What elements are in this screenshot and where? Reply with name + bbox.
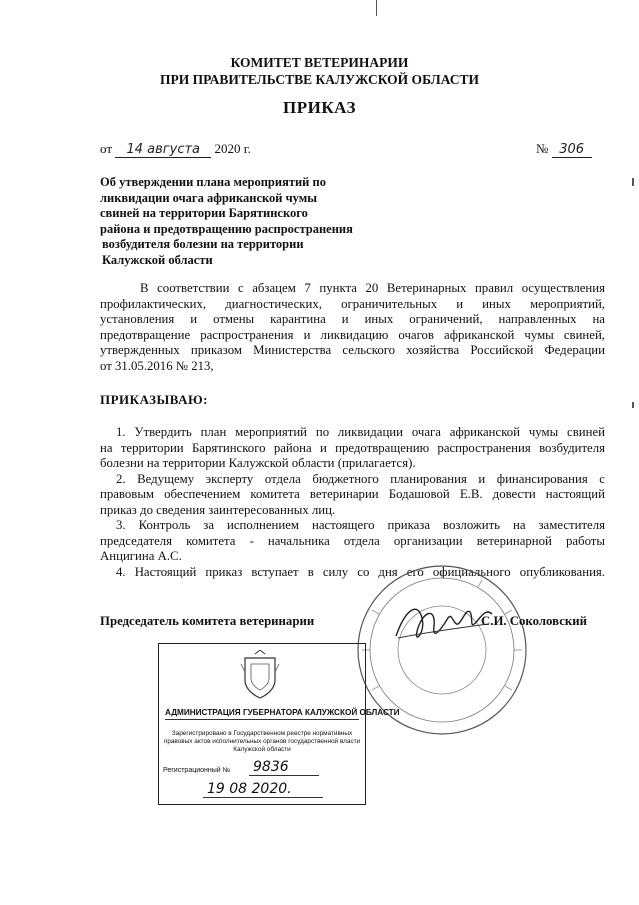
item-2-line: правовым обеспечением комитета ветеринарии Бодашовой Е.В. довести настоящий [100, 487, 605, 501]
handwritten-number: 306 [552, 142, 592, 158]
item-1-line: на территории Барятинского района и предотвращению распространения возбудителя [100, 440, 605, 455]
item-4-line: 4. Настоящий приказ вступает в силу со дня его официального опубликования. [116, 564, 605, 579]
item-3-line: председателя комитета - начальника отдела организации ветеринарной работы [100, 533, 605, 548]
org-name-line1: КОМИТЕТ ВЕТЕРИНАРИИ [230, 55, 409, 70]
item-1-line: 1. Утвердить план мероприятий по ликвидации очага африканской чумы свиней [116, 425, 605, 439]
subject-line: ликвидации очага африканской чумы [100, 190, 318, 205]
subject-line: Калужской области [102, 252, 213, 267]
preamble-line: установления и отмены карантина и иных ограничений, направленных на [100, 312, 605, 326]
preamble-line: от 31.05.2016 № 213, [100, 358, 214, 373]
coat-of-arms-image [237, 650, 283, 702]
order-word: ПРИКАЗЫВАЮ: [100, 392, 208, 407]
item-1-line: болезни на территории Калужской области (прилагается). [100, 456, 416, 470]
number-line [536, 141, 592, 158]
document-title: ПРИКАЗ [283, 98, 356, 117]
item-2-line: 2. Ведущему эксперту отдела бюджетного планирования и финансирования с [116, 471, 605, 486]
stamp-reg-label: Регистрационный № [163, 767, 231, 774]
preamble-line: профилактических, диагностических, ограничительных и иных мероприятий, [100, 296, 605, 311]
preamble-paragraph [100, 281, 605, 374]
signatory-position: Председатель комитета ветеринарии [100, 614, 315, 628]
signatory-name: С.И. Соколовский [481, 614, 587, 628]
subject-line: свиней на территории Барятинского [100, 206, 308, 221]
preamble-line: утвержденных приказом Министерства сельского хозяйства Российской Федерации [100, 343, 605, 357]
handwritten-date: 14 августа [115, 142, 211, 158]
stamp-date: 19 08 2020. [207, 781, 292, 797]
preamble-line: В соответствии с абзацем 7 пункта 20 Ветеринарных правил осуществления [140, 281, 605, 295]
subject-line: Об утверждении плана мероприятий по [100, 175, 326, 189]
item-3-line: 3. Контроль за исполнением настоящего приказа возложить на заместителя [116, 518, 605, 532]
subject-block [100, 175, 400, 269]
date-year: 2020 г. [214, 141, 251, 156]
scan-artifact-dot [632, 402, 634, 408]
date-prefix: от [100, 141, 113, 156]
stamp-header: АДМИНИСТРАЦИЯ ГУБЕРНАТОРА КАЛУЖСКОЙ ОБЛАСТИ [165, 708, 359, 720]
preamble-line: предотвращение распространения и ликвидацию очагов африканской чумы свиней, [100, 327, 605, 342]
stamp-reg-underline [249, 775, 319, 776]
stamp-reg-number: 9836 [253, 759, 289, 775]
item-2-line: приказ до сведения заинтересованных лиц. [100, 502, 336, 517]
number-prefix: № [536, 141, 549, 156]
stamp-date-underline [203, 797, 323, 798]
subject-line: возбудителя болезни на территории [102, 237, 304, 252]
item-3-line: Анцигина А.С. [100, 549, 182, 563]
registration-stamp [158, 643, 400, 805]
org-name-line2: ПРИ ПРАВИТЕЛЬСТВЕ КАЛУЖСКОЙ ОБЛАСТИ [159, 72, 480, 87]
date-line [100, 141, 251, 158]
subject-line: района и предотвращению распространения [100, 221, 353, 236]
order-items [100, 425, 605, 580]
stamp-text-line: Калужской области [233, 746, 291, 753]
stamp-text-line: правовых актов исполнительных органов государственной власти [163, 738, 361, 745]
scan-artifact-dot [632, 178, 634, 186]
scan-artifact-line [376, 0, 377, 16]
stamp-text-line: Зарегистрировано в Государственном реестре нормативных [171, 730, 353, 737]
